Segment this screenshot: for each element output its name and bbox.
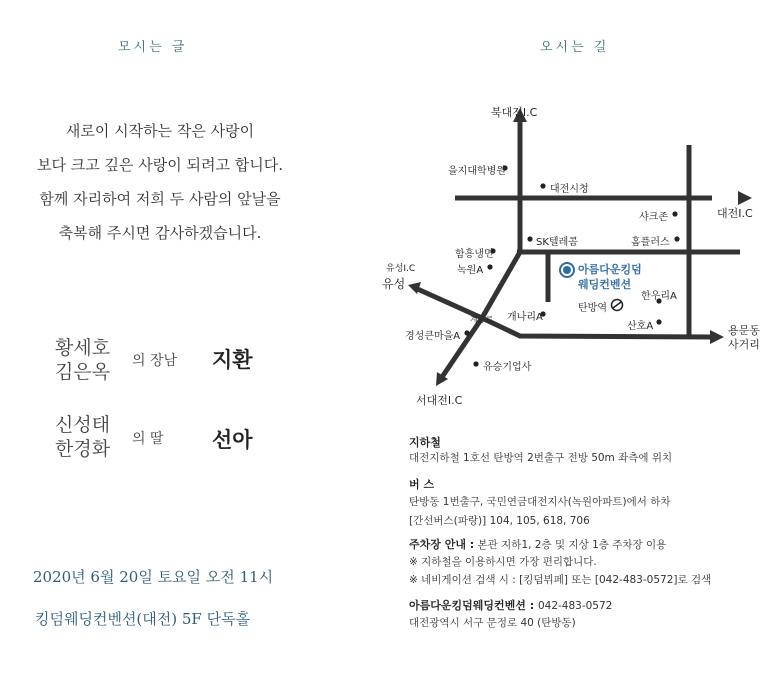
message-line-3: 함께 자리하여 저희 두 사람의 앞날을	[39, 190, 281, 208]
groom-mother-name: 김은옥	[55, 361, 111, 383]
map-label-yongmun	[728, 324, 760, 352]
map-label-gyeongseong: 경성큰마을A	[405, 331, 461, 342]
parking-text: 본관 지하1, 2층 및 지상 1층 주차장 이용	[474, 539, 667, 551]
wedding-venue: 킹덤웨딩컨벤션(대전) 5F 단독홀	[35, 610, 251, 628]
map-label-gyeryong-ro: 계룡로	[470, 315, 494, 324]
map-label-gaenari: 개나리A	[507, 312, 543, 323]
venue-name-line-2: 웨딩컨벤션	[578, 278, 632, 291]
contact-line	[409, 597, 612, 613]
subway-heading: 지하철	[409, 436, 441, 449]
groom-name: 지환	[212, 347, 253, 372]
venue-address: 대전광역시 서구 문정로 40 (탄방동)	[409, 617, 576, 629]
map-label-venue	[578, 262, 642, 292]
bus-text-2: [간선버스(파랑)] 104, 105, 618, 706	[409, 515, 590, 527]
map-label-homeplus: 홈플러스	[631, 237, 670, 248]
message-line-2: 보다 크고 깊은 사랑이 되려고 합니다.	[37, 156, 283, 174]
invitation-section-title: 모시는 글	[118, 40, 188, 55]
venue-name-line-1: 아름다운킹덤	[578, 263, 642, 276]
bride-parents	[55, 413, 110, 461]
map-label-daejeon-ic: 대전I.C	[717, 207, 753, 220]
parking-note-2: ※ 네비게이션 검색 시 : [킹덤뷔페] 또는 [042-483-0572]로 검색	[409, 574, 712, 586]
message-line-4: 축복해 주시면 감사하겠습니다.	[58, 224, 262, 242]
map-label-south-ic: 서대전I.C	[416, 394, 463, 407]
parking-note-1: ※ 지하철을 이용하시면 가장 편리합니다.	[409, 556, 597, 568]
contact-heading: 아름다운킹덤웨딩컨벤션 :	[409, 599, 538, 612]
directions-section-title: 오시는 길	[540, 40, 610, 55]
bride-father-name: 신성태	[55, 414, 111, 436]
arrow-east	[738, 191, 752, 205]
parking-heading: 주차장 안내 :	[409, 538, 475, 551]
map-label-hamheung: 함흥냉면	[455, 249, 494, 260]
map-label-eulji-hospital: 을지대학병원	[448, 166, 506, 177]
subway-station-icon	[612, 300, 623, 311]
map-label-yuseong-ic: 유성I.C	[386, 264, 416, 274]
map-label-nokwon: 녹원A	[457, 265, 484, 276]
groom-father-name: 황세호	[55, 337, 111, 359]
yongmun-line-1: 용문동	[728, 324, 760, 337]
map-label-sharkzone: 샤크존	[639, 212, 668, 223]
venue-marker-icon	[560, 263, 574, 277]
map-label-cityhall: 대전시청	[550, 184, 589, 195]
wedding-date: 2020년 6월 20일 토요일 오전 11시	[33, 568, 274, 586]
map-label-hanwoori: 한우리A	[641, 291, 677, 302]
bus-heading: 버 스	[409, 478, 435, 491]
arrow-southeast	[710, 330, 724, 344]
yongmun-line-2: 사거리	[728, 338, 760, 351]
bus-text-1: 탄방동 1번출구, 국민연금대전지사(녹원아파트)에서 하차	[409, 496, 671, 508]
map-label-sanho: 산호A	[627, 321, 654, 332]
map-label-sk-telecom: SK텔레콤	[536, 237, 578, 248]
bride-name: 선아	[212, 427, 253, 452]
map-label-tanbang-station: 탄방역	[578, 303, 607, 314]
map-label-north-ic: 북대전I.C	[491, 106, 538, 119]
parking-line	[409, 536, 666, 552]
bride-relation: 의 딸	[132, 431, 164, 447]
map-label-yuseong: 유성	[382, 277, 406, 291]
subway-text: 대전지하철 1호선 탄방역 2번출구 전방 50m 좌측에 위치	[409, 452, 673, 464]
bride-mother-name: 한경화	[55, 438, 111, 460]
groom-relation: 의 장남	[132, 353, 178, 369]
message-line-1: 새로이 시작하는 작은 사랑이	[65, 122, 255, 140]
contact-phone: 042-483-0572	[537, 600, 613, 612]
map-label-yuseung: 유승기업사	[483, 362, 532, 373]
